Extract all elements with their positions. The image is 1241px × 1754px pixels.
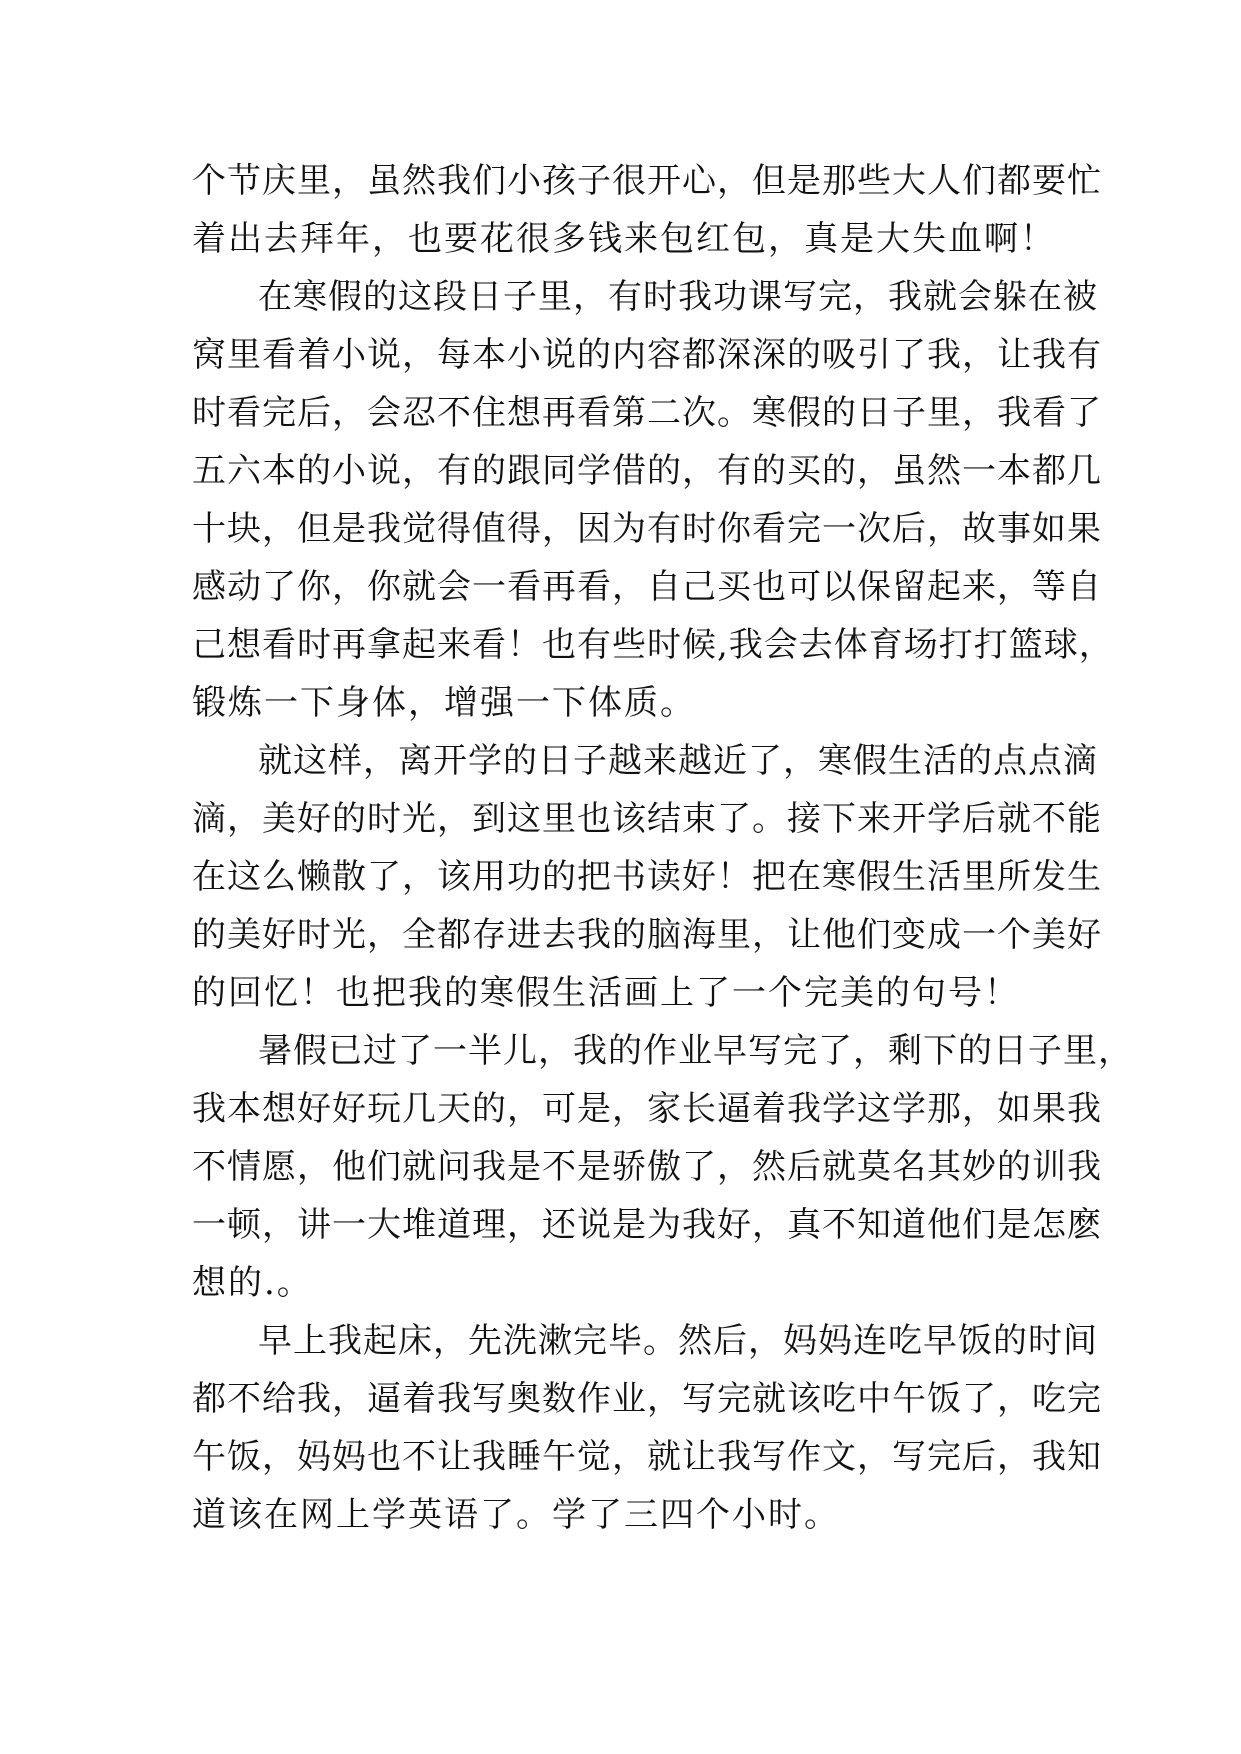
text-line: 在这么懒散了，该用功的把书读好！把在寒假生活里所发生: [192, 857, 1102, 897]
text-line: 不情愿，他们就问我是不是骄傲了，然后就莫名其妙的训我: [192, 1147, 1102, 1187]
text-line: 窝里看着小说，每本小说的内容都深深的吸引了我，让我有: [192, 335, 1102, 375]
text-line: 滴，美好的时光，到这里也该结束了。接下来开学后就不能: [192, 799, 1102, 839]
paragraph-first-line: 暑假已过了一半儿，我的作业早写完了，剩下的日子里，: [258, 1031, 1133, 1071]
text-line: 己想看时再拿起来看！也有些时候,我会去体育场打打篮球，: [192, 625, 1114, 665]
text-line: 时看完后，会忍不住想再看第二次。寒假的日子里，我看了: [192, 393, 1102, 433]
text-line: 一顿，讲一大堆道理，还说是为我好，真不知道他们是怎麽: [192, 1205, 1102, 1245]
text-line: 道该在网上学英语了。学了三四个小时。: [192, 1495, 840, 1535]
text-line: 我本想好好玩几天的，可是，家长逼着我学这学那，如果我: [192, 1089, 1102, 1129]
text-line: 锻炼一下身体，增强一下体质。: [192, 683, 696, 723]
text-line: 十块，但是我觉得值得，因为有时你看完一次后，故事如果: [192, 509, 1102, 549]
text-line: 着出去拜年，也要花很多钱来包红包，真是大失血啊！: [192, 219, 1056, 259]
paragraph-first-line: 就这样，离开学的日子越来越近了，寒假生活的点点滴: [258, 741, 1098, 781]
text-line: 的美好时光，全都存进去我的脑海里，让他们变成一个美好: [192, 915, 1102, 955]
text-line: 的回忆！也把我的寒假生活画上了一个完美的句号！: [192, 973, 1020, 1013]
text-line: 都不给我，逼着我写奥数作业，写完就该吃中午饭了，吃完: [192, 1379, 1102, 1419]
text-line: 五六本的小说，有的跟同学借的，有的买的，虽然一本都几: [192, 451, 1102, 491]
text-line: 想的.。: [192, 1263, 313, 1303]
text-line: 感动了你，你就会一看再看，自己买也可以保留起来，等自: [192, 567, 1102, 607]
paragraph-first-line: 在寒假的这段日子里，有时我功课写完，我就会躲在被: [258, 277, 1098, 317]
text-line: 午饭，妈妈也不让我睡午觉，就让我写作文，写完后，我知: [192, 1437, 1102, 1477]
text-line: 个节庆里，虽然我们小孩子很开心，但是那些大人们都要忙: [192, 161, 1102, 201]
paragraph-first-line: 早上我起床，先洗漱完毕。然后，妈妈连吃早饭的时间: [258, 1321, 1098, 1361]
